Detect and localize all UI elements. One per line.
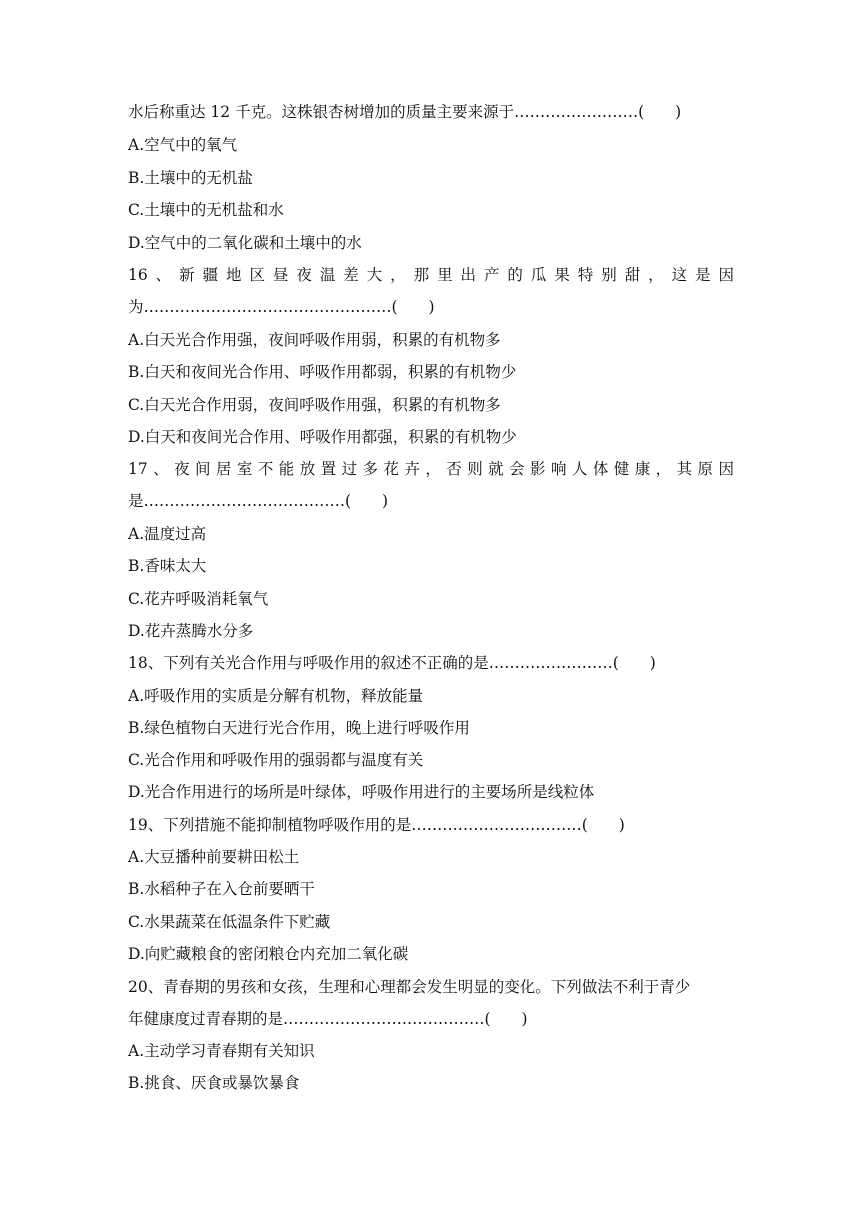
q17-option-d: D.花卉蒸腾水分多 [128,622,254,640]
q16-option-b: B.白天和夜间光合作用、呼吸作用都弱，积累的有机物少 [128,363,517,381]
q17-stem: 17、夜间居室不能放置过多花卉，否则就会影响人体健康，其原因 [128,460,734,478]
q19-option-a: A.大豆播种前要耕田松土 [128,848,300,866]
q15-option-b: B.土壤中的无机盐 [128,169,253,187]
q16-option-d: D.白天和夜间光合作用、呼吸作用都强，积累的有机物少 [128,428,517,446]
q18-option-a: A.呼吸作用的实质是分解有机物，释放能量 [128,687,424,705]
q18-stem: 18、下列有关光合作用与呼吸作用的叙述不正确的是……………………( ) [128,654,656,672]
q20-option-a: A.主动学习青春期有关知识 [128,1042,315,1060]
q17-stem-continued: 是…………………………………( ) [128,492,389,510]
q17-option-c: C.花卉呼吸消耗氧气 [128,590,269,608]
q19-option-c: C.水果蔬菜在低温条件下贮藏 [128,913,331,931]
q15-option-c: C.土壤中的无机盐和水 [128,201,284,219]
q17-option-a: A.温度过高 [128,525,207,543]
q15-stem-continued: 水后称重达 12 千克。这株银杏树增加的质量主要来源于……………………( ) [128,103,682,121]
q20-stem-continued: 年健康度过青春期的是…………………………………( ) [128,1010,528,1028]
q15-option-d: D.空气中的二氧化碳和土壤中的水 [128,234,362,252]
q16-stem-continued: 为…………………………………………( ) [128,298,435,316]
q19-option-b: B.水稻种子在入仓前要晒干 [128,880,315,898]
q18-option-b: B.绿色植物白天进行光合作用，晚上进行呼吸作用 [128,719,470,737]
q18-option-c: C.光合作用和呼吸作用的强弱都与温度有关 [128,751,424,769]
q19-option-d: D.向贮藏粮食的密闭粮仓内充加二氧化碳 [128,945,409,963]
q19-stem: 19、下列措施不能抑制植物呼吸作用的是……………………………( ) [128,816,625,834]
q17-option-b: B.香味太大 [128,557,207,575]
q20-stem: 20、青春期的男孩和女孩，生理和心理都会发生明显的变化。下列做法不利于青少 [128,978,691,996]
q15-option-a: A.空气中的氧气 [128,136,238,154]
q16-option-c: C.白天光合作用弱，夜间呼吸作用强，积累的有机物多 [128,396,501,414]
q16-stem: 16、新疆地区昼夜温差大，那里出产的瓜果特别甜，这是因 [128,266,734,284]
q16-option-a: A.白天光合作用强，夜间呼吸作用弱，积累的有机物多 [128,331,501,349]
q18-option-d: D.光合作用进行的场所是叶绿体，呼吸作用进行的主要场所是线粒体 [128,783,595,801]
q20-option-b: B.挑食、厌食或暴饮暴食 [128,1074,300,1092]
